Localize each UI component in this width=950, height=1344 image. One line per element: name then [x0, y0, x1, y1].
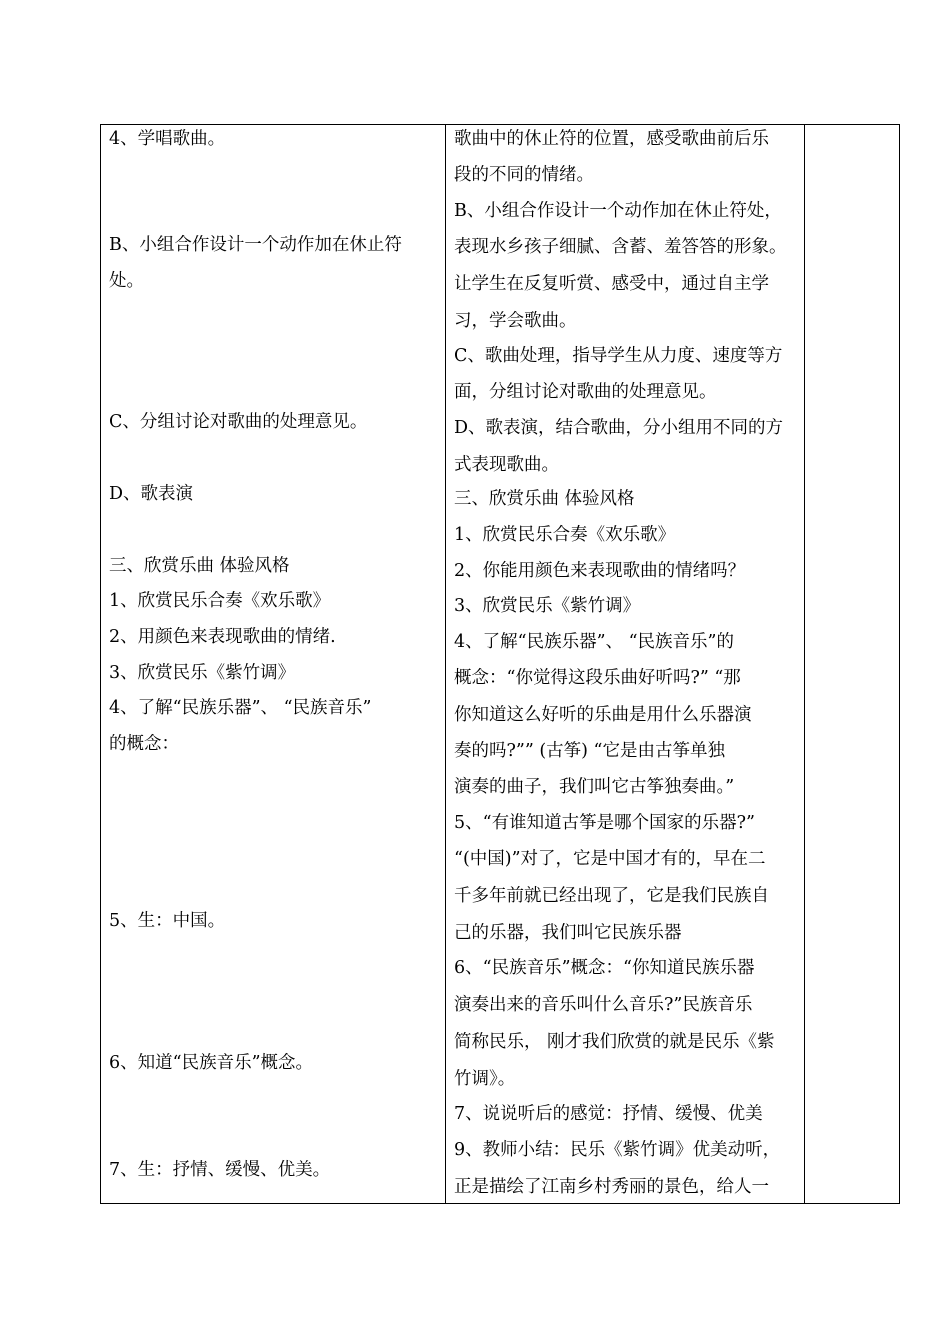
middle-line: 己的乐器，我们叫它民族乐器: [454, 923, 682, 943]
middle-line: 3、欣赏民乐《紫竹调》: [454, 596, 641, 616]
middle-line: 歌曲中的休止符的位置，感受歌曲前后乐: [454, 129, 769, 149]
left-line: 处。: [109, 271, 144, 291]
left-line: 三、欣赏乐曲 体验风格: [109, 556, 290, 576]
middle-line: 简称民乐， 刚才我们欣赏的就是民乐《紫: [454, 1032, 775, 1052]
left-line: 5、生：中国。: [109, 911, 226, 931]
middle-line: 正是描绘了江南乡村秀丽的景色，给人一: [454, 1177, 769, 1197]
middle-line: 面，分组讨论对歌曲的处理意见。: [454, 382, 717, 402]
middle-line: 千多年前就已经出现了，它是我们民族自: [454, 886, 769, 906]
teacher-activity-column: [446, 125, 805, 1203]
middle-line: 你知道这么好听的乐曲是用什么乐器演: [454, 705, 752, 725]
middle-line: 习，学会歌曲。: [454, 311, 577, 331]
left-line: 的概念：: [109, 734, 179, 754]
middle-line: 7、说说听后的感觉：抒情、缓慢、优美: [454, 1104, 763, 1124]
left-line: C、分组讨论对歌曲的处理意见。: [109, 412, 368, 432]
middle-line: D、歌表演，结合歌曲，分小组用不同的方: [454, 418, 784, 438]
middle-line: C、歌曲处理，指导学生从力度、速度等方: [454, 346, 783, 366]
left-line: B、小组合作设计一个动作加在休止符: [109, 235, 402, 255]
middle-line: 演奏出来的音乐叫什么音乐?”民族音乐: [454, 995, 753, 1015]
left-line: 2、用颜色来表现歌曲的情绪.: [109, 627, 336, 647]
notes-column: [805, 125, 899, 1203]
middle-line: 三、欣赏乐曲 体验风格: [454, 489, 635, 509]
middle-line: 表现水乡孩子细腻、含蓄、羞答答的形象。: [454, 237, 787, 257]
left-line: 4、了解“民族乐器”、 “民族音乐”: [109, 698, 372, 718]
middle-line: 4、了解“民族乐器”、 “民族音乐”的: [454, 632, 734, 652]
middle-line: 演奏的曲子，我们叫它古筝独奏曲。”: [454, 777, 735, 797]
middle-line: B、小组合作设计一个动作加在休止符处，: [454, 201, 782, 221]
middle-line: 2、你能用颜色来表现歌曲的情绪吗？: [454, 561, 746, 581]
left-line: 7、生：抒情、缓慢、优美。: [109, 1160, 331, 1180]
left-line: 4、学唱歌曲。: [109, 129, 226, 149]
middle-line: 概念：“你觉得这段乐曲好听吗?” “那: [454, 668, 741, 688]
middle-line: 1、欣赏民乐合奏《欢乐歌》: [454, 525, 676, 545]
middle-line: 奏的吗?”” (古筝) “它是由古筝单独: [454, 741, 726, 761]
student-activity-column: [101, 125, 446, 1203]
left-line: 3、欣赏民乐《紫竹调》: [109, 663, 296, 683]
middle-line: 竹调》。: [454, 1069, 516, 1089]
lesson-plan-table: [100, 124, 900, 1204]
middle-line: 段的不同的情绪。: [454, 165, 594, 185]
middle-line: 让学生在反复听赏、感受中，通过自主学: [454, 274, 769, 294]
left-line: 6、知道“民族音乐”概念。: [109, 1053, 314, 1073]
middle-line: “(中国)”对了，它是中国才有的，早在二: [454, 849, 766, 869]
middle-line: 式表现歌曲。: [454, 455, 559, 475]
middle-line: 6、“民族音乐”概念：“你知道民族乐器: [454, 958, 755, 978]
middle-line: 5、“有谁知道古筝是哪个国家的乐器?”: [454, 813, 755, 833]
left-line: 1、欣赏民乐合奏《欢乐歌》: [109, 591, 331, 611]
middle-line: 9、教师小结：民乐《紫竹调》优美动听，: [454, 1140, 781, 1160]
left-line: D、歌表演: [109, 484, 194, 504]
